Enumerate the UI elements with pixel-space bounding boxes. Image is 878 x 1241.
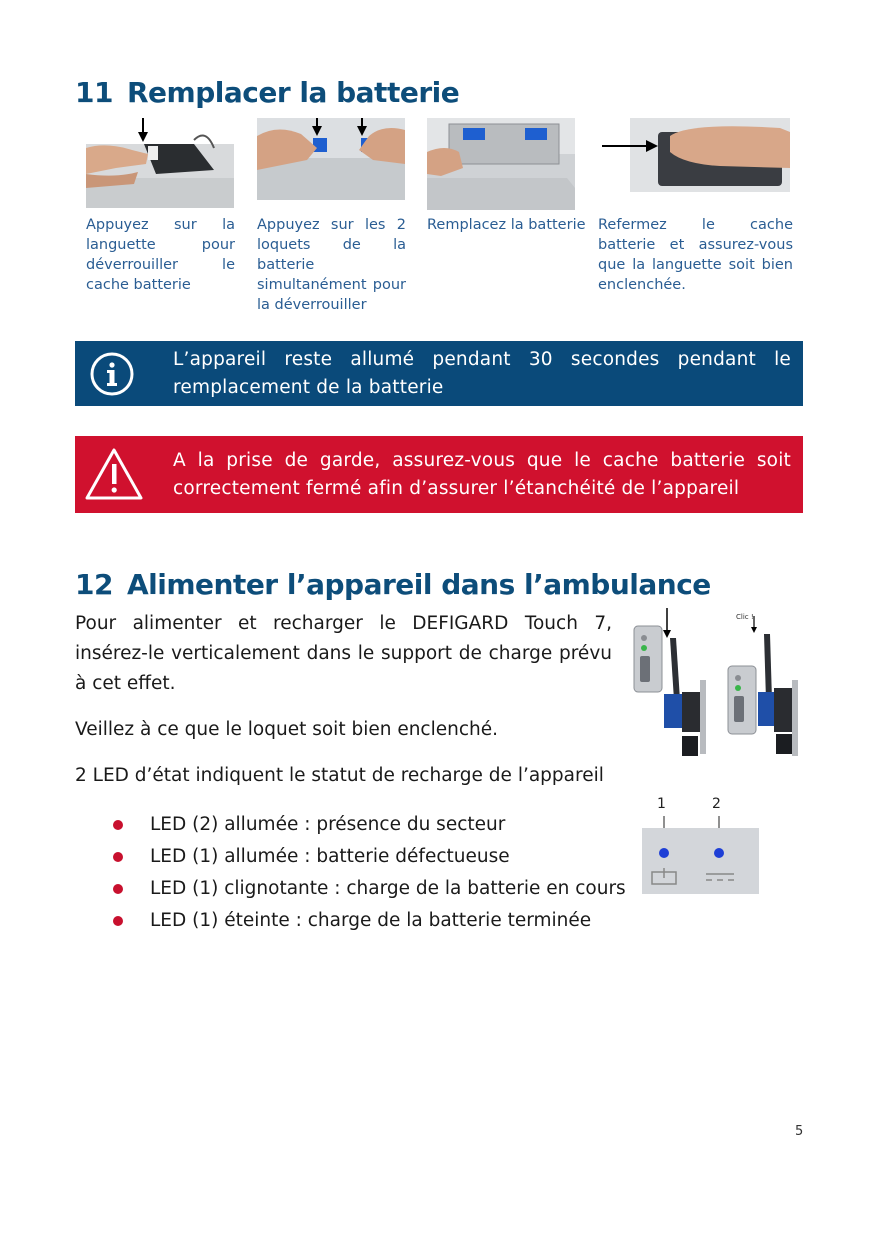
section-12-heading <box>75 568 711 601</box>
section-number: 11 <box>75 76 113 109</box>
led-status-list <box>75 809 635 937</box>
bullet-icon <box>113 884 123 894</box>
led-panel-illustration <box>642 796 759 896</box>
step-4-photo <box>600 118 790 192</box>
step-1-caption: Appuyez sur la languette pour déverrouiller le cache batterie <box>86 217 235 293</box>
step-4-caption: Refermez le cache batterie et assurez-vous que la languette soit bien enclenchée. <box>598 217 793 293</box>
page-number: 5 <box>795 1124 804 1139</box>
paragraph-insert: Pour alimenter et recharger le DEFIGARD Touch 7, insérez-le verticalement dans le support de charge prévu à cet effet. <box>75 613 612 694</box>
list-item: LED (1) éteinte : charge de la batterie terminée <box>75 905 635 937</box>
warning-banner-text: A la prise de garde, assurez-vous que le cache batterie soit correctement fermé afin d’assurer l’étanchéité de l’appareil <box>173 450 791 499</box>
warning-icon <box>83 446 145 506</box>
info-banner-text: L’appareil reste allumé pendant 30 secondes pendant le remplacement de la batterie <box>173 349 791 398</box>
section-11-heading <box>75 76 459 109</box>
section-title: Remplacer la batterie <box>126 76 460 109</box>
list-item: LED (1) clignotante : charge de la batterie en cours <box>75 873 635 905</box>
step-2-caption: Appuyez sur les 2 loquets de la batterie simultanément pour la déverrouiller <box>257 217 406 313</box>
info-banner <box>75 341 803 406</box>
warning-banner <box>75 436 803 513</box>
paragraph-leds: 2 LED d’état indiquent le statut de recharge de l’appareil <box>75 765 604 786</box>
click-label: Clic ! <box>736 613 754 621</box>
charging-dock-illustration <box>630 608 805 760</box>
bullet-icon <box>113 852 123 862</box>
info-icon <box>85 349 139 403</box>
list-item: LED (1) allumée : batterie défectueuse <box>75 841 635 873</box>
section-number: 12 <box>75 568 113 601</box>
led-label-2: 2 <box>712 796 721 812</box>
step-3-caption: Remplacez la batterie <box>427 217 586 233</box>
led-label-1: 1 <box>657 796 666 812</box>
section-title: Alimenter l’appareil dans l’ambulance <box>126 568 711 601</box>
paragraph-latch: Veillez à ce que le loquet soit bien enclenché. <box>75 719 499 740</box>
list-item: LED (2) allumée : présence du secteur <box>75 809 635 841</box>
bullet-icon <box>113 820 123 830</box>
step-2-photo <box>257 118 405 200</box>
step-3-photo <box>427 118 575 210</box>
step-1-photo <box>86 118 234 208</box>
bullet-icon <box>113 916 123 926</box>
